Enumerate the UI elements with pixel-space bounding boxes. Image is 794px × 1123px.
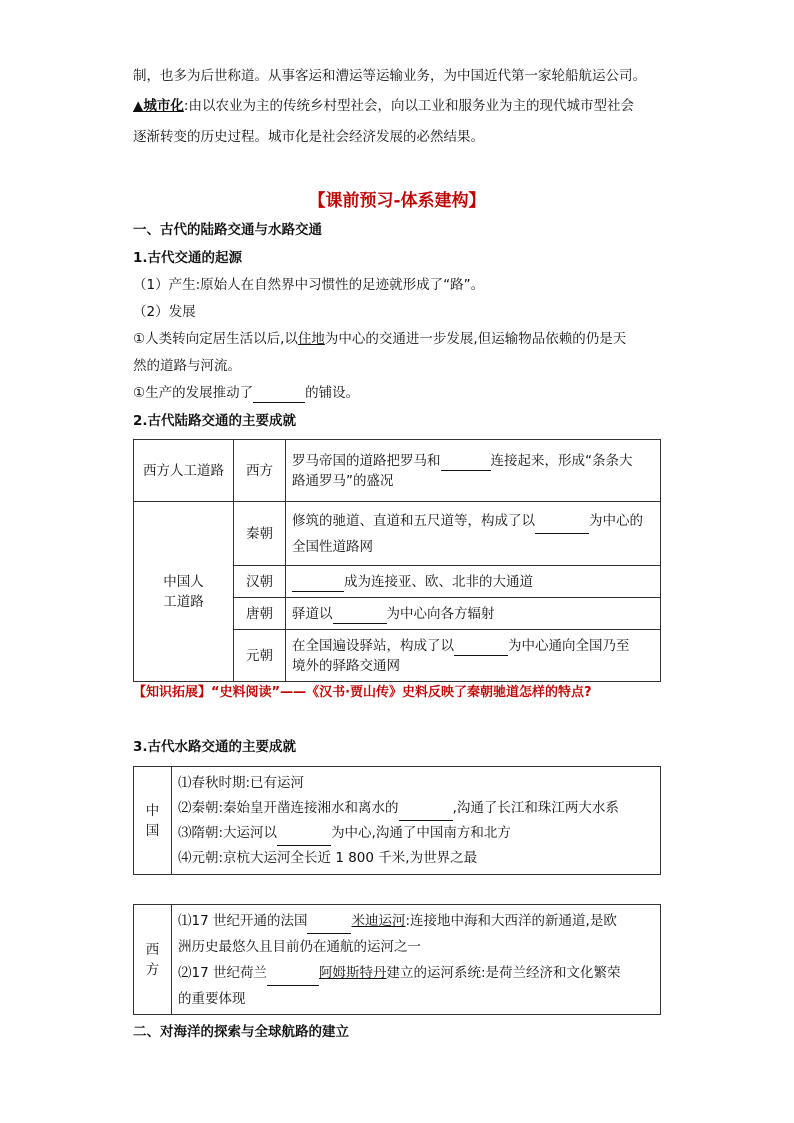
text: ⑴17 世纪开通的法国 — [178, 912, 308, 929]
fill-blank[interactable] — [253, 387, 305, 403]
underlined-text: 米迪运河 — [351, 912, 406, 929]
origin-item-1: （1）产生:原始人在自然界中习惯性的足迹就形成了“路”。 — [133, 277, 485, 293]
text: ①人类转向定居生活以后,以 — [133, 331, 298, 347]
table-row — [134, 440, 661, 502]
category-cell: 西方人工道路 — [134, 440, 234, 502]
fill-blank[interactable] — [535, 518, 589, 534]
fill-blank[interactable] — [292, 576, 344, 592]
text: 境外的驿路交通网 — [292, 657, 400, 674]
region-cell: 中国 — [134, 767, 172, 875]
text: 全国性道路网 — [292, 538, 373, 555]
text: 为中心,沟通了中国南方和北方 — [331, 824, 511, 841]
development-point-2 — [133, 383, 359, 403]
colon: : — [183, 98, 189, 114]
part2-heading: 二、对海洋的探索与全球航路的建立 — [133, 1024, 349, 1040]
fill-blank[interactable] — [267, 970, 319, 986]
fill-blank[interactable] — [454, 640, 508, 656]
text: 中国人 — [163, 573, 204, 590]
text: ⑷元朝:京杭大运河全长近 1 800 千米,为世界之最 — [178, 849, 478, 866]
content-cell — [286, 630, 661, 682]
water-west-table — [133, 904, 661, 1015]
sub-heading-land: 2.古代陆路交通的主要成就 — [133, 413, 297, 429]
content-cell — [286, 440, 661, 502]
fill-blank[interactable] — [399, 805, 453, 821]
text: 建立的运河系统:是荷兰经济和文化繁荣 — [386, 964, 621, 981]
text: 洲历史最悠久且目前仍在通航的运河之一 — [178, 938, 421, 955]
table-row — [134, 767, 661, 875]
underlined-text: 住地 — [297, 331, 325, 347]
development-point-1 — [133, 329, 626, 349]
intro-line: 制，也多为后世称道。从事客运和漕运等运输业务，为中国近代第一家轮船航运公司。 — [133, 68, 646, 84]
fill-blank[interactable] — [441, 455, 491, 471]
fill-blank[interactable] — [307, 918, 351, 934]
text: 的铺设。 — [305, 385, 360, 401]
development-point-1-cont: 然的道路与河流。 — [133, 358, 241, 374]
text: 为中心向各方辐射 — [386, 605, 495, 622]
part1-heading: 一、古代的陆路交通与水路交通 — [133, 222, 322, 238]
section-title: 【课前预习-体系建构】 — [308, 191, 486, 211]
content-cell — [172, 905, 661, 1015]
urbanization-definition — [133, 96, 634, 116]
text: 成为连接亚、欧、北非的大通道 — [344, 573, 533, 590]
urbanization-term: ▲城市化 — [133, 98, 184, 114]
sub-heading-origin: 1.古代交通的起源 — [133, 250, 243, 266]
text: :连接地中海和大西洋的新通道,是欧 — [405, 912, 617, 929]
text: 修筑的驰道、直道和五尺道等，构成了以 — [292, 512, 535, 529]
sub-heading-water: 3.古代水路交通的主要成就 — [133, 739, 297, 755]
dynasty-cell: 唐朝 — [234, 598, 286, 630]
content-cell — [286, 502, 661, 566]
content-cell — [172, 767, 661, 875]
dynasty-cell: 汉朝 — [234, 566, 286, 598]
text: 罗马帝国的道路把罗马和 — [292, 452, 441, 469]
text: 驿道以 — [292, 605, 333, 622]
text: 为中心的交通进一步发展,但运输物品依赖的仍是天 — [324, 331, 627, 347]
text: ⑵17 世纪荷兰 — [178, 964, 267, 981]
urbanization-text-2: 逐渐转变的历史过程。城市化是社会经济发展的必然结果。 — [133, 129, 484, 145]
dynasty-cell: 秦朝 — [234, 502, 286, 566]
text: 在全国遍设驿站，构成了以 — [292, 637, 454, 654]
dynasty-cell: 元朝 — [234, 630, 286, 682]
category-cell — [134, 502, 234, 682]
text: ⑴春秋时期:已有运河 — [178, 774, 305, 791]
text: ⑶隋朝:大运河以 — [178, 824, 278, 841]
text: 为中心通向全国乃至 — [508, 637, 630, 654]
text: 工道路 — [163, 593, 204, 610]
region-cell: 西方 — [234, 440, 286, 502]
text: ,沟通了长江和珠江两大水系 — [452, 799, 619, 816]
table-row — [134, 905, 661, 1015]
fill-blank[interactable] — [333, 608, 387, 624]
water-china-table — [133, 766, 661, 875]
urbanization-text: 由以农业为主的传统乡村型社会，向以工业和服务业为主的现代城市型社会 — [188, 98, 634, 114]
text: 连接起来，形成“条条大 — [490, 452, 633, 469]
text: 的重要体现 — [178, 990, 246, 1007]
land-transport-table — [133, 439, 661, 682]
underlined-text: 阿姆斯特丹 — [318, 964, 387, 981]
text: 为中心的 — [589, 512, 643, 529]
text: ⑵秦朝:秦始皇开凿连接湘水和离水的 — [178, 799, 399, 816]
table-row — [134, 502, 661, 566]
content-cell — [286, 566, 661, 598]
origin-item-2: （2）发展 — [133, 304, 196, 320]
content-cell — [286, 598, 661, 630]
text: ①生产的发展推动了 — [133, 385, 254, 401]
knowledge-extension: 【知识拓展】“史料阅读”——《汉书·贾山传》史料反映了秦朝驰道怎样的特点? — [133, 685, 592, 700]
region-cell: 西方 — [134, 905, 172, 1015]
text: 路通罗马”的盛况 — [292, 472, 394, 489]
fill-blank[interactable] — [277, 830, 331, 846]
